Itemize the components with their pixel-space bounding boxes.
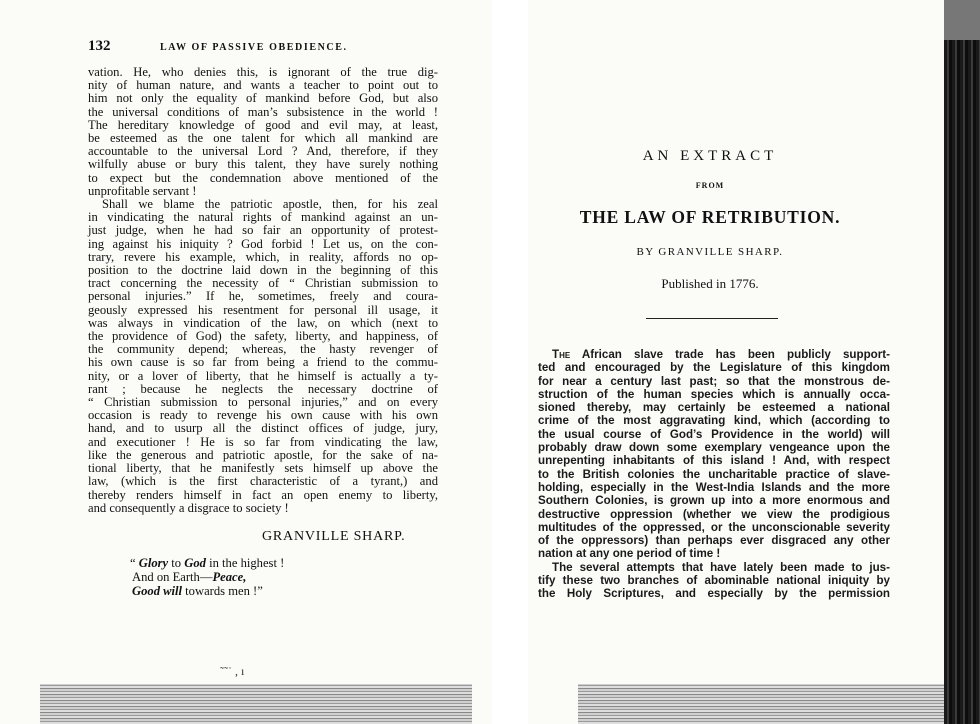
text-line: nity, or a lover of liberty, that he himself is actually a ty- [88,368,438,383]
closing-verse [130,556,284,598]
text-line: to the British colonies the uncharitable practice of slave- [538,467,890,481]
text-line: multitudes of the oppressed, or the unconscionable severity [538,520,890,534]
verse-word: Peace, [212,570,247,584]
from-label: FROM [695,181,725,190]
right-body-text [538,348,890,601]
text-line: tify these two branches of abominable national iniquity by [538,574,890,588]
published-line: Published in 1776. [661,276,759,291]
text-line: The several attempts that have lately been made to jus- [552,560,890,574]
text-line: the universal conditions of man’s subsistence in the world ! [88,104,438,119]
text-line: nity of human nature, and wants a teacher to point out to [88,78,438,93]
text-line: just judge, when he had so fair an opportunity of protest- [88,223,438,238]
text-line: unrepenting inhabitants of this island ! And, with respect [538,454,890,468]
page-number: 132 [88,38,111,54]
text-line: ted and encouraged by the Legislature of this kingdom [538,361,890,375]
text-line: “ Christian submission to personal injuries,” and on every [88,395,438,410]
text-line: wilfully abuse or bury this talent, they have surely nothing [88,157,438,172]
text-line: Shall we blame the patriotic apostle, then, for his zeal [102,197,438,212]
text-line: tract concerning the necessity of “ Christian submission to [88,276,438,291]
author-line: BY GRANVILLE SHARP. [636,246,784,258]
text-line: tional liberty, that he manifestly sets himself up above the [88,461,438,476]
text-line: occasion is ready to revenge his own cause with his own [88,408,438,423]
page-stack-edge [944,40,980,724]
text-line: like the generous and patriotic apostle, for the sake of na- [88,447,438,462]
verse-word: to [168,556,185,570]
page-edge-top [944,0,980,40]
verse-quote-mark: “ [130,556,139,570]
verse-word: Glory [138,556,169,570]
text-line: in vindicating the natural rights of mankind against an un- [88,210,438,225]
text-line: the Holy Scriptures, and especially by the permission [538,587,890,601]
text-line: him not only the equality of mankind before God, but also [88,91,438,106]
text-line: the providence of God) the safety, liberty, and happiness, of [88,329,438,344]
stray-print-mark: ˜˜˙ , ı [220,664,245,678]
text-line: trary, revere his example, which, in reality, affords no op- [88,249,438,264]
text-line: his own cause is so far from being a friend to the commu- [88,355,438,370]
text-line [538,348,890,361]
verse-word: in the highest ! [205,556,285,570]
verse-line [130,584,284,598]
left-page-bottom-edge [40,684,472,724]
text-line: ing against his iniquity ? God forbid ! Let us, on the con- [88,236,438,251]
text-line: nation at any one period of time ! [538,547,721,561]
text-line: rant ; because he neglects the necessary doctrine of [88,381,438,396]
verse-line [130,570,284,584]
text-line: crime of the most aggravating kind, which (according to [538,414,890,428]
text-line: position to the doctrine laid down in the beginning of this [88,263,438,278]
right-page-bottom-edge [578,684,944,724]
text-line: law, (which is the first characteristic of a tyrant,) and [88,474,438,489]
text-line: probably draw down some exemplary vengeance upon the [538,441,890,455]
text-line: hand, and to usurp all the distinct offices of judge, jury, [88,421,438,436]
text-line: The hereditary knowledge of good and evil may, at least, [88,117,438,132]
verse-word: Good will [132,584,183,598]
text-line: holding, especially in the West-India Islands and the more [538,480,890,494]
book-gutter [492,0,528,724]
title-rule [646,318,778,319]
drop-word: The [552,348,571,361]
verse-line [130,556,284,570]
text-line: the usual course of God’s Providence in the world) will [538,427,890,441]
text-line: thereby renders himself in fact an open enemy to liberty, [88,487,438,502]
verse-word: towards men !” [182,584,263,598]
text-line: and executioner ! He is so far from vindicating the law, [88,434,438,449]
text-line: vation. He, who denies this, is ignorant of the true dig- [88,65,438,79]
text-line: geously expressed his resentment for personal ill usage, it [88,302,438,317]
text-line: unprofitable servant ! [88,183,197,198]
verse-word: God [184,556,206,570]
running-title: LAW OF PASSIVE OBEDIENCE. [160,42,348,53]
text-line: the community depend; whereas, the hasty revenger of [88,342,438,357]
text-line: of the oppressors) than perhaps ever disgraced any other [538,534,890,548]
verse-word: And on Earth— [132,570,213,584]
work-title: THE LAW OF RETRIBUTION. [579,207,841,227]
text-line: for near a century last past; so that the monstrous de- [538,374,890,388]
text-line: destructive oppression (whether we view the prodigious [538,507,890,521]
text-line: and consequently a disgrace to society ! [88,500,289,515]
author-signature: GRANVILLE SHARP. [262,529,406,544]
text-line: sioned thereby, may certainly be esteemed a national [538,401,890,415]
text-line: was always in vindication of the law, on which (next to [88,315,438,330]
text-line: be esteemed as the one talent for which all mankind are [88,131,438,146]
text-line: accountable to the universal Lord ? And, therefore, if they [88,144,438,159]
text-line: struction of the human species which is annually occa- [538,387,890,401]
running-head [88,38,448,58]
extract-heading: AN EXTRACT [642,148,778,164]
text-line: Southern Colonies, is grown up into a more enormous and [538,494,890,508]
text-line-rest: African slave trade has been publicly support- [570,348,890,361]
text-line: to expect but the condemnation above mentioned of the [88,170,438,185]
left-body-text [88,66,438,515]
text-line: personal injuries.” If he, sometimes, freely and coura- [88,289,438,304]
